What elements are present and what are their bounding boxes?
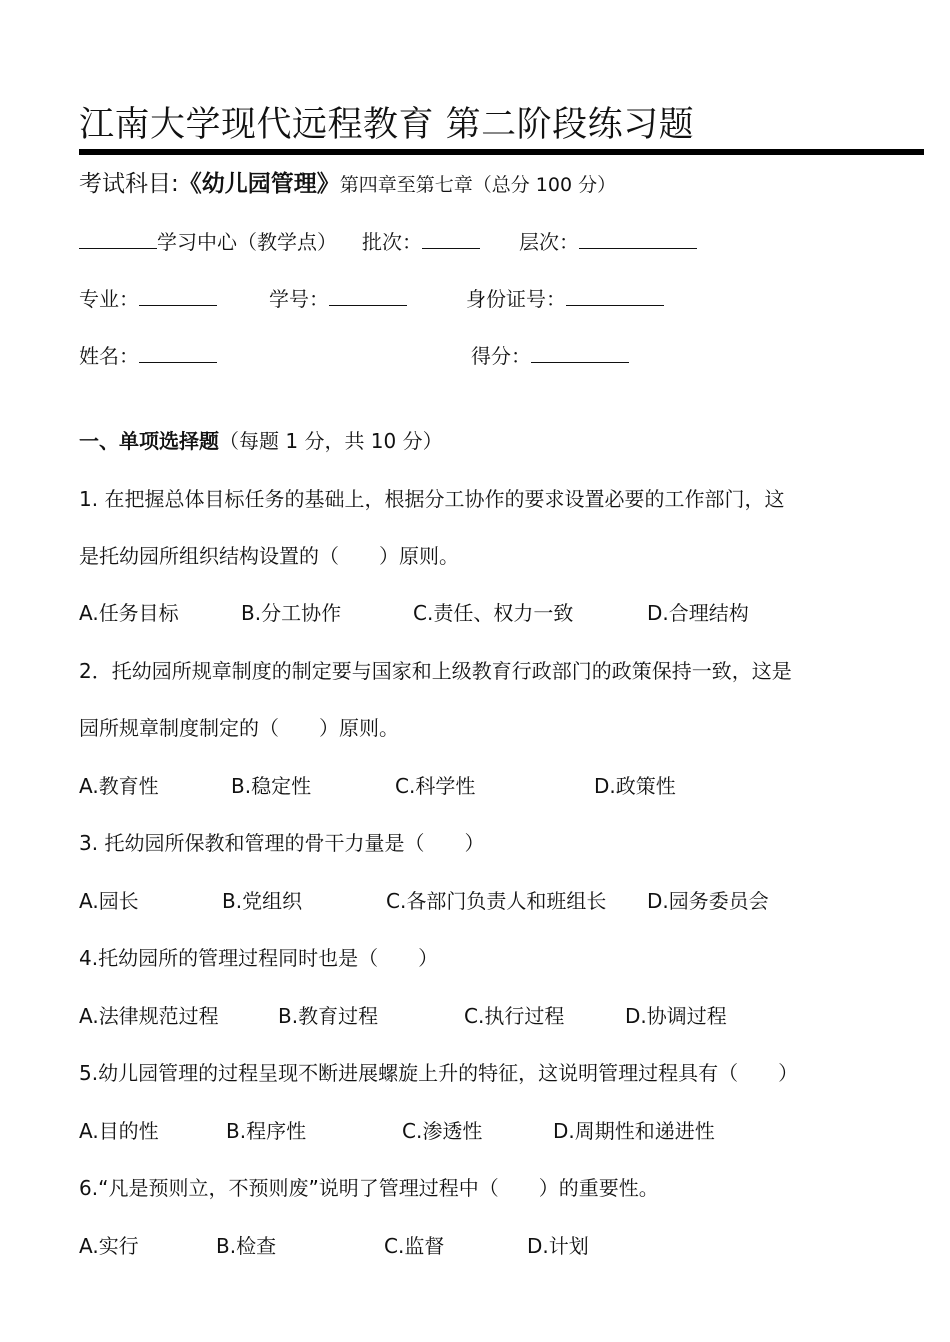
option: B.稳定性 (231, 774, 312, 798)
id-no-label: 身份证号： (466, 287, 566, 311)
student-no-field (269, 283, 407, 314)
option: B.党组织 (222, 889, 303, 913)
question-4-line-1: 4.托幼园所的管理过程同时也是（ ） (79, 946, 439, 970)
section-title: 一、单项选择题 (79, 429, 219, 453)
student-no-blank (329, 283, 407, 306)
batch-field (362, 226, 480, 257)
id-no-field (466, 283, 664, 314)
option: A.实行 (79, 1234, 139, 1258)
option: C.执行过程 (464, 1004, 565, 1028)
document-title: 江南大学现代远程教育 第二阶段练习题 (79, 105, 695, 145)
subject-name: 《幼儿园管理》 (178, 171, 340, 197)
question-3-line-1: 3. 托幼园所保教和管理的骨干力量是（ ） (79, 831, 485, 855)
batch-blank (422, 226, 480, 249)
subject-line (79, 167, 616, 202)
question-6-line-1: 6.“凡是预则立，不预则废”说明了管理过程中（ ）的重要性。 (79, 1176, 659, 1200)
level-blank (579, 226, 697, 249)
option: D.计划 (527, 1234, 589, 1258)
option: D.协调过程 (625, 1004, 727, 1028)
level-label: 层次： (519, 230, 579, 254)
major-blank (139, 283, 217, 306)
option: D.周期性和递进性 (553, 1119, 715, 1143)
score-blank (531, 340, 629, 363)
major-label: 专业： (79, 287, 139, 311)
subject-scope: 第四章至第七章（总分 100 分） (339, 174, 617, 196)
id-no-blank (566, 283, 664, 306)
option: D.园务委员会 (647, 889, 769, 913)
option: D.合理结构 (647, 601, 749, 625)
option: A.园长 (79, 889, 139, 913)
center-field (79, 226, 337, 257)
center-blank (79, 226, 157, 249)
option: C.各部门负责人和班组长 (386, 889, 607, 913)
section-note: （每题 1 分，共 10 分） (219, 429, 443, 453)
subject-label: 考试科目: (79, 171, 179, 197)
question-5-line-1: 5.幼儿园管理的过程呈现不断进展螺旋上升的特征，这说明管理过程具有（ ） (79, 1061, 799, 1085)
name-field (79, 340, 217, 371)
option: A.法律规范过程 (79, 1004, 219, 1028)
option: C.渗透性 (402, 1119, 483, 1143)
major-field (79, 283, 217, 314)
name-label: 姓名： (79, 344, 139, 368)
option: C.科学性 (395, 774, 476, 798)
section-heading (79, 426, 443, 456)
score-label: 得分： (471, 344, 531, 368)
option: B.程序性 (226, 1119, 307, 1143)
center-label: 学习中心（教学点） (157, 230, 337, 254)
option: D.政策性 (594, 774, 676, 798)
option: A.任务目标 (79, 601, 179, 625)
question-2-line-1: 2．托幼园所规章制度的制定要与国家和上级教育行政部门的政策保持一致，这是 (79, 659, 792, 683)
score-field (471, 340, 629, 371)
option: A.目的性 (79, 1119, 159, 1143)
option: B.教育过程 (278, 1004, 379, 1028)
option: A.教育性 (79, 774, 159, 798)
title-rule (79, 149, 924, 155)
student-no-label: 学号： (269, 287, 329, 311)
option: B.分工协作 (241, 601, 342, 625)
question-1-line-2: 是托幼园所组织结构设置的（ ）原则。 (79, 544, 459, 568)
question-1-line-1: 1. 在把握总体目标任务的基础上，根据分工协作的要求设置必要的工作部门，这 (79, 487, 785, 511)
option: C.责任、权力一致 (413, 601, 574, 625)
question-2-line-2: 园所规章制度制定的（ ）原则。 (79, 716, 399, 740)
option: C.监督 (384, 1234, 445, 1258)
level-field (519, 226, 697, 257)
name-blank (139, 340, 217, 363)
batch-label: 批次： (362, 230, 422, 254)
option: B.检查 (216, 1234, 277, 1258)
